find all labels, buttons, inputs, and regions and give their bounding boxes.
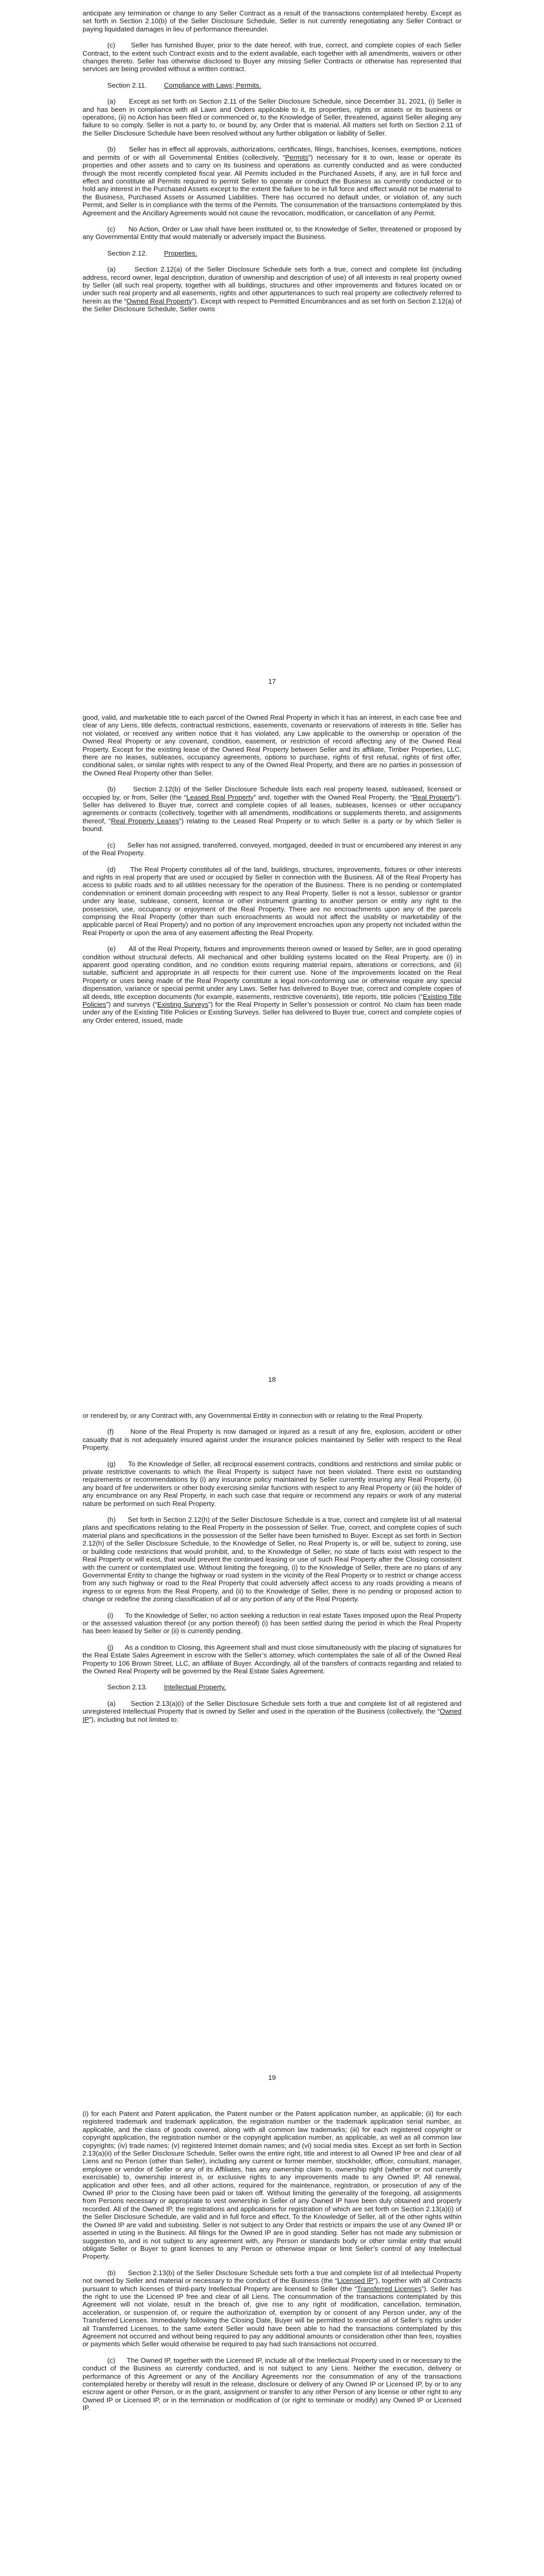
defined-term: Permits [285, 153, 308, 161]
page-number: 17 [268, 677, 276, 685]
document-page [0, 1412, 544, 1732]
section-title: Properties. [164, 249, 197, 257]
defined-term: Real Property Leases [111, 817, 179, 825]
section-heading [107, 249, 461, 257]
paragraph: (b) Section 2.12(b) of the Seller Disclosure Schedule lists each real property leased, subleased, licensed or occupied by, or from, Seller (the “Leased Real Property” and, together with the Owned Real Property, the “Real Property”). Seller has delivered to Buyer true, correct and complete copies of all leases, subleases, licenses or other occupancy agreements or contracts (collectively, together with all amendments, modifications or supplements thereto, and assignments thereof, “Real Property Leases”) relating to the Leased Real Property or to which Seller is a party or by which Seller is bound. [83, 785, 462, 833]
defined-term: Leased Real Property [186, 793, 254, 801]
paragraph: (h) Set forth in Section 2.12(h) of the Seller Disclosure Schedule is a true, correct and complete list of all material plans and specifications relating to the Real Property in the possession of Seller. True, correct, and complete copies of such material plans and specifications in the possession of the Seller have been furnished to Buyer. Except as set forth in Section 2.12(h) of the Seller Disclosure Schedule, to the Knowledge of Seller, no Real Property is, or will be, subject to zoning, use or building code restrictions that would prohibit, and, to the Knowledge of Seller, no state of facts exist with respect to the Real Property or will exist, that would prevent the continued leasing or use of such Real Property after the Closing consistent with the current or contemplated use. Without limiting the foregoing, (i) to the Knowledge of Seller, there are no plans of any Governmental Entity to change the highway or road system in the vicinity of the Real Property or to restrict or change access from any such highway or road to the Real Property that could adversely affect access to any roads providing a means of ingress to or egress from the Real Property, and (ii) to the Knowledge of Seller, there is no pending or proposed action to change or redefine the zoning classification of all or any portion of any of the Real Property. [83, 1516, 461, 1603]
defined-term: Transferred Licenses [357, 2284, 422, 2293]
paragraph: (c) Seller has not assigned, transferred, conveyed, mortgaged, deeded in trust or encumbered any interest in any of the Real Property. [83, 841, 461, 857]
page-body [83, 2110, 461, 2412]
document-page [0, 714, 544, 1032]
page-number: 19 [268, 2074, 276, 2081]
paragraph: (d) The Real Property constitutes all of the land, buildings, structures, improvements, fixtures or other interests and rights in real property that are used or occupied by Seller in connection with the Business. All of the Real Property has access to public roads and to all utilities necessary for the operation of the Business. There is no pending or contemplated condemnation or eminent domain proceeding with respect to any Real Property. Seller is not a lessor, sublessor or grantor under any lease, sublease, consent, license or other instrument granting to another person or entity any right to the possession, use, occupancy or enjoyment of the Real Property. There are no encroachments upon any of the parcels comprising the Real Property (other than such encroachments as would not affect the usability or marketability of the applicable parcel of Real Property) and no portion of any improvement encroaches upon any property not included within the Real Property or upon the area of any easement affecting the Real Property. [83, 865, 461, 937]
paragraph: (a) Section 2.13(a)(i) of the Seller Disclosure Schedule sets forth a true and complete list of all registered and unregistered Intellectual Property that is owned by Seller and used in the operation of the Business (collectively, the “Owned IP”), including but not limited to: [83, 1699, 461, 1723]
page-number: 18 [268, 1376, 276, 1383]
defined-term: Owned Real Property [126, 297, 192, 305]
section-title: Compliance with Laws; Permits. [164, 81, 261, 89]
page-body [83, 9, 461, 313]
paragraph: good, valid, and marketable title to each parcel of the Owned Real Property in which it has an interest, in each case free and clear of any Liens, title defects, contractual restrictions, easements, covenants or reservations of interests in title. Seller has not violated, or received any written notice that it has violated, any Law applicable to the ownership or operation of the Owned Real Property or any covenant, condition, easement, or restriction of record affecting any of the Owned Real Property. Except for the existing lease of the Owned Real Property between Seller and its affiliate, Timber Properties, LLC, there are no leases, subleases, occupancy agreements, options to purchase, rights of first refusal, rights of first offer, conditional sales, or similar rights with respect to any of the Owned Real Property, and there are no parties in possession of the Owned Real Property other than Seller. [83, 714, 461, 777]
section-title: Intellectual Property. [164, 1683, 226, 1691]
section-number: Section 2.12. [107, 249, 147, 257]
paragraph: (i) for each Patent and Patent application, the Patent number or the Patent application number, as applicable; (ii) for each registered trademark and trademark application, the registration number or the trademark application serial number, as applicable, and the class of goods covered, along with all common law trademarks; (iii) for each registered copyright or copyright application, the registration number or the copyright application number, as applicable, as well as all common law copyrights; (iv) trade names; (v) registered Internet domain names; and (vi) social media sites. Except as set forth in Section 2.13(a)(ii) of the Seller Disclosure Schedule, Seller owns the entire right, title and interest to all Owned IP free and clear of all Liens and no Person (other than Seller), including any current or former member, stockholder, officer, consultant, manager, employee or vendor of Seller or any of its Affiliates, has any ownership claim to, ownership right (whether or not currently exercisable) to, ownership interest in, or exclusive rights to any improvements made to any Owned IP. All renewal, application and other fees, and all other actions, required for the maintenance, registration, or prosecution of any of the Owned IP prior to the Closing have been paid or taken off. Without limiting the generality of the foregoing, all assignments from Persons necessary or appropriate to vest ownership in Seller of any Owned IP have been duly obtained and properly recorded. All of the Owned IP, the registrations and applications for registration of which are set forth on Section 2.13(a)(i) of the Seller Disclosure Schedule, are valid and in full force and effect. To the Knowledge of Seller, all of the other rights within the Owned IP are valid and subsisting. Seller is not subject to any Order that restricts or impairs the use of any Owned IP or asserted in using in the Business. All filings for the Owned IP are in good standing. Seller has not made any submission or suggestion to, and is not subject to any agreement with, any Person or standards body or other similar entity that would obligate Seller or Buyer to grant licenses to any Person or otherwise impair or limit Seller’s control of any Intellectual Property. [83, 2110, 461, 2261]
paragraph: (i) To the Knowledge of Seller, no action seeking a reduction in real estate Taxes imposed upon the Real Property or the assessed valuation thereof (or any portion thereof) (i) has been settled during the period in which the Real Property has been leased by Seller or (ii) is currently pending. [83, 1611, 461, 1635]
defined-term: Owned IP [83, 1707, 461, 1723]
paragraph: (a) Except as set forth on Section 2.11 of the Seller Disclosure Schedule, since December 31, 2021, (i) Seller is and has been in compliance with all Laws and Orders applicable to it, its properties, rights or assets or its business or operations, (ii) no Action has been filed or commenced or, to the Knowledge of Seller, threatened, against Seller alleging any failure to so comply. Seller is not a party to, or bound by, any Order that is material. All matters set forth on Section 2.11 of the Seller Disclosure Schedule have been resolved without any further obligation or liability of Seller. [83, 97, 461, 137]
paragraph: (b) Section 2.13(b) of the Seller Disclosure Schedule sets forth a true and complete list of all Intellectual Property not owned by Seller and material or necessary to the conduct of the Business (the “Licensed IP”), together with all Contracts pursuant to which licenses of third-party Intellectual Property are licensed to Seller (the “Transferred Licenses”). Seller has the right to use the Licensed IP free and clear of all Liens. The consummation of the transactions contemplated by this Agreement will not violate, result in the breach of, give rise to any right of modification, cancellation, termination, acceleration, or suspension of, or require the authorization of, exemption by or consent of any Person under, any of the Transferred Licenses. Immediately following the Closing Date, Buyer will be permitted to exercise all of Seller’s rights under all Transferred Licenses, to the same extent Seller would have been able to had the transactions contemplated by this Agreement not occurred and without being required to pay any additional amounts or consideration other than fees, royalties or payments which Seller would otherwise be required to pay had such transactions not occurred. [83, 2268, 462, 2348]
section-heading [107, 81, 461, 89]
paragraph: (c) Seller has furnished Buyer, prior to the date hereof, with true, correct, and complete copies of each Seller Contract, to the extent such Contract exists and to the extent available, each together with all amendments, waivers or other changes thereto. Seller has otherwise disclosed to Buyer any missing Seller Contracts or otherwise has represented that services are being provided without a written contract. [83, 41, 461, 73]
defined-term: Existing Title Policies [83, 992, 462, 1008]
paragraph: (j) As a condition to Closing, this Agreement shall and must close simultaneously with the placing of signatures for the Real Estate Sales Agreement in escrow with the Seller’s attorney, which contemplates the sale of all of the Owned Real Property to 106 Brown Street, LLC, an affiliate of Buyer. Accordingly, all of the transfers of contracts regarding and related to the Owned Real Property will be governed by the Real Estate Sales Agreement. [83, 1643, 461, 1675]
section-number: Section 2.11. [107, 81, 147, 89]
section-heading [107, 1683, 461, 1691]
document-page [0, 2110, 544, 2420]
defined-term: Existing Surveys [157, 1001, 208, 1008]
paragraph: anticipate any termination or change to any Seller Contract as a result of the transactions contemplated hereby. Except as set forth in Section 2.10(b) of the Seller Disclosure Schedule, Seller is not currently renegotiating any Seller Contract or paying liquidated damages in lieu of performance thereunder. [83, 9, 461, 33]
paragraph: (e) All of the Real Property, fixtures and improvements thereon owned or leased by Seller, are in good operating condition without structural defects. All mechanical and other building systems located on the Real Property, are (i) in apparent good operating condition, and no condition exists requiring material repairs, alterations or corrections, and (ii) suitable, sufficient and appropriate in all respects for their current use. None of the improvements located on the Real Property or uses being made of the Real Property constitute a legal non-conforming use or otherwise require any special dispensation, variance or special permit under any Laws. Seller has delivered to Buyer true, correct and complete copies of all deeds, title exception documents (for example, easements, restrictive covenants), title reports, title policies (“Existing Title Policies”) and surveys (“Existing Surveys”) for the Real Property in Seller’s possession or control. No claim has been made under any of the Existing Title Policies or Existing Surveys. Seller has delivered to Buyer true, correct and complete copies of any Order entered, issued, made [83, 945, 462, 1024]
section-number: Section 2.13. [107, 1683, 147, 1691]
defined-term: Real Property [413, 793, 455, 801]
paragraph: (c) No Action, Order or Law shall have been instituted or, to the Knowledge of Seller, threatened or proposed by any Governmental Entity that would materially or adversely impact the Business. [83, 225, 461, 241]
paragraph: (a) Section 2.12(a) of the Seller Disclosure Schedule sets forth a true, correct and complete list (including address, record owner, legal description, duration of ownership and description of use) of all interests in real property owned by Seller (all such real property, together with all buildings, structures and other improvements and fixtures located on or under such real property and all easements, rights and other appurtenances to such real property are collectively referred to herein as the “Owned Real Property”). Except with respect to Permitted Encumbrances and as set forth on Section 2.12(a) of the Seller Disclosure Schedule, Seller owns [83, 265, 461, 313]
paragraph: (g) To the Knowledge of Seller, all reciprocal easement contracts, conditions and restrictions and similar public or private restrictive covenants to which the Real Property is subject have not been violated. There exist no outstanding requirements or recommendations by (i) any insurance policy maintained by Seller currently insuring any Real Property, (ii) any board of fire underwriters or other body exercising similar functions with respect to any Real Property or (iii) the holder of any encumbrance on any Real Property, in each such case that require or recommend any repairs or work of any material nature be performed on such Real Property. [83, 1460, 461, 1507]
paragraph: or rendered by, or any Contract with, any Governmental Entity in connection with or relating to the Real Property. [83, 1412, 423, 1419]
page-body [83, 1412, 461, 1723]
document-page [0, 9, 544, 321]
page-body [83, 714, 461, 1024]
paragraph: (c) The Owned IP, together with the Licensed IP, include all of the Intellectual Property used in or necessary to the conduct of the Business as currently conducted, and is not subject to any Liens. Neither the execution, delivery or performance of this Agreement or any of the Ancillary Agreements nor the consummation of any of the transactions contemplated hereby or thereby will result in the release, disclosure or delivery of any Owned IP or Licensed IP, by or to any escrow agent or other Person, or in the grant, assignment or transfer to any other Person of any license or other right to any Owned IP or Licensed IP, or in the termination or modification of (or right to terminate or modify) any Owned IP or Licensed IP. [83, 2356, 461, 2412]
paragraph: (b) Seller has in effect all approvals, authorizations, certificates, filings, franchises, licenses, exemptions, notices and permits of or with all Governmental Entities (collectively, “Permits”) necessary for it to own, lease or operate its properties and other assets and to carry on its business and operations as currently conducted and as were conducted through the most recently completed fiscal year. All Permits included in the Purchased Assets, if any, are in full force and effect and constitute all Permits required to permit Seller to operate or conduct the Business as currently conducted or to hold any interest in the Purchased Assets except to the extent the failure to be in full force and effect would not be material to the Business, Purchased Assets or Assumed Liabilities. There has occurred no default under, or violation of, any such Permit, and Seller is in compliance with the terms of the Permits. The consummation of the transactions contemplated by this Agreement and the Ancillary Agreements would not cause the revocation, modification, or cancellation of any Permit. [83, 145, 461, 217]
paragraph: (f) None of the Real Property is now damaged or injured as a result of any fire, explosion, accident or other casualty that is not adequately insured against under the insurance policies maintained by Seller with respect to the Real Property. [83, 1428, 461, 1452]
defined-term: Licensed IP [337, 2277, 373, 2285]
